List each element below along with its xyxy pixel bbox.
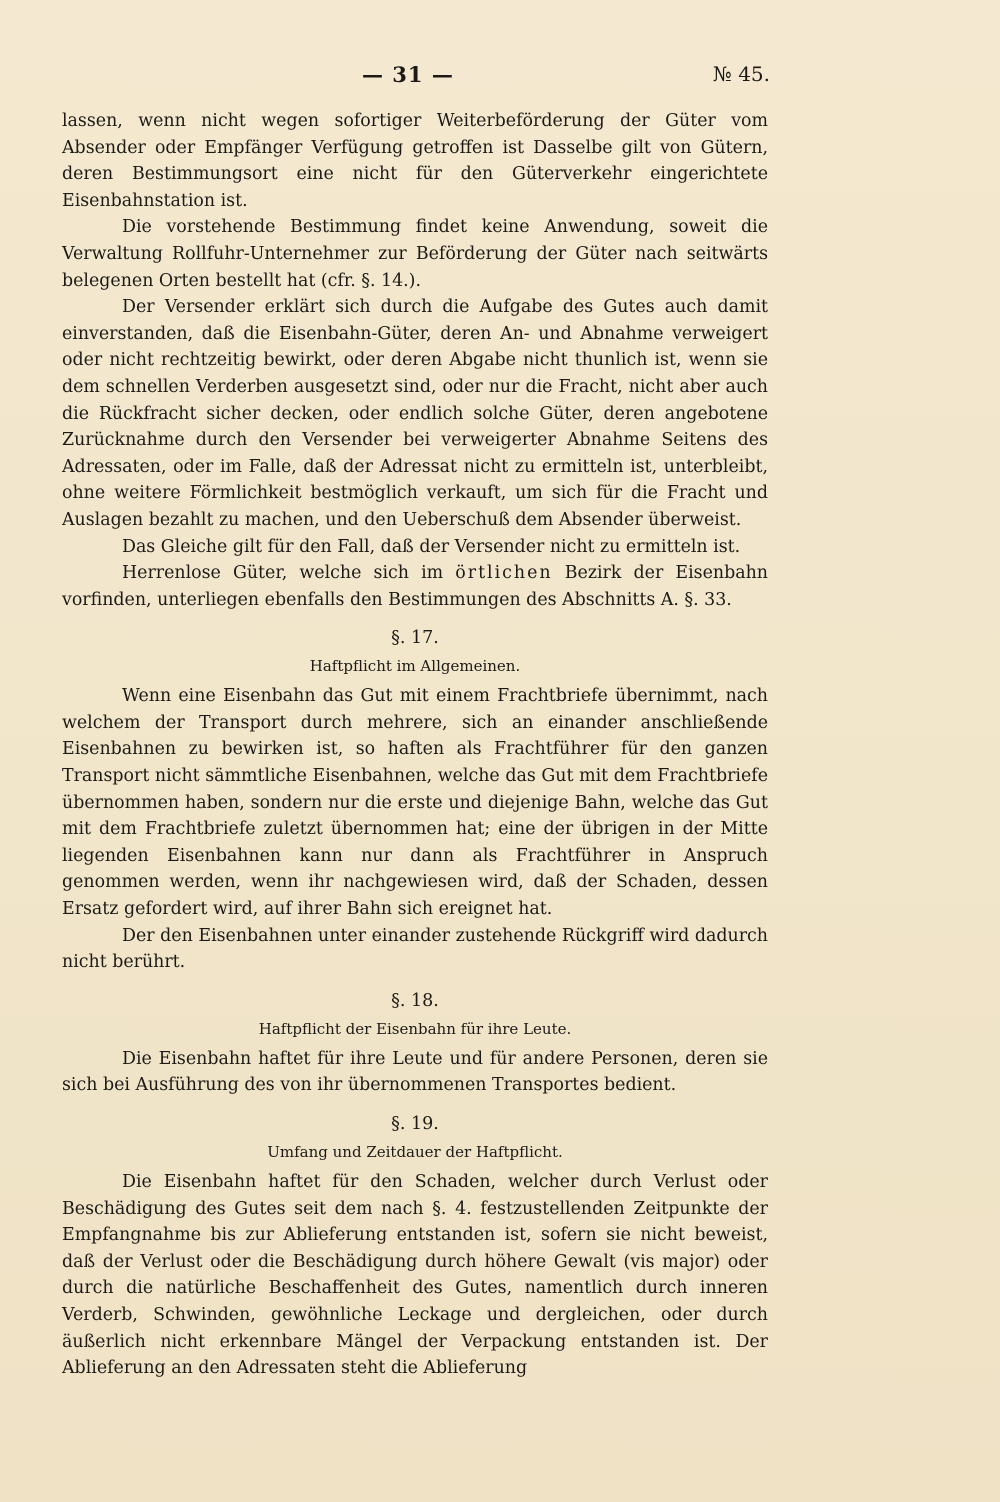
- paragraph: Die Eisenbahn haftet für ihre Leute und für andere Personen, deren sie sich bei Ausführung des von ihr übernommenen Transportes bedient.: [62, 1048, 768, 1096]
- section-title: Haftpflicht der Eisenbahn für ihre Leute.: [258, 1019, 572, 1038]
- paragraph: [62, 560, 768, 613]
- page-number: — 31 —: [362, 62, 454, 87]
- section-number: §. 18.: [391, 990, 439, 1011]
- section-title: Umfang und Zeitdauer der Haftpflicht.: [267, 1143, 563, 1161]
- paragraph: lassen, wenn nicht wegen sofortiger Weiterbeförderung der Güter vom Absender oder Empfänger Verfügung getroffen ist Dasselbe gilt von Gütern, deren Bestimmungsort eine nicht für den Güterverkehr eingerichtete Eisenbahnstation ist.: [62, 111, 768, 211]
- paragraph: Der Versender erklärt sich durch die Aufgabe des Gutes auch damit einverstanden, daß die Eisenbahn-Güter, deren An- und Abnahme verweigert oder nicht rechtzeitig bewirkt, oder deren Abgabe nicht thunlich ist, wenn sie dem schnellen Verderben ausgesetzt sind, oder nur die Fracht, nicht aber auch die Rückfracht sicher decken, oder endlich solche Güter, deren angebotene Zurücknahme durch den Versender bei verweigerter Abnahme Seitens des Adressaten, oder im Falle, daß der Adressat nicht zu ermitteln ist, unterbleibt, ohne weitere Förmlichkeit bestmöglich verkauft, um sich für die Fracht und Auslagen bezahlt zu machen, und den Ueberschuß dem Absender überweist.: [62, 297, 768, 530]
- spaced-word: örtlichen: [455, 563, 553, 584]
- section-number: §. 17.: [391, 628, 439, 649]
- text-span: Bezirk der Eisenbahn vorfinden, unterliegen ebenfalls den Bestimmungen des Abschnitts A. §. 33.: [62, 563, 768, 610]
- text-span: Herrenlose Güter, welche sich im: [122, 563, 444, 584]
- document-number: № 45.: [712, 62, 770, 86]
- body-text: [62, 108, 768, 1382]
- section-title: Haftpflicht im Allgemeinen.: [309, 657, 521, 676]
- page-header: [60, 62, 770, 96]
- paragraph: Der den Eisenbahnen unter einander zustehende Rückgriff wird dadurch nicht berührt.: [62, 925, 768, 973]
- paragraph: Die Eisenbahn haftet für den Schaden, welcher durch Verlust oder Beschädigung des Gutes seit dem nach §. 4. festzustellenden Zeitpunkte der Empfangnahme bis zur Ablieferung entstanden ist, sofern sie nicht beweist, daß der Verlust oder die Beschädigung durch höhere Gewalt (vis major) oder durch die natürliche Beschaffenheit des Gutes, namentlich durch inneren Verderb, Schwinden, gewöhnliche Leckage und dergleichen, oder durch äußerlich nicht erkennbare Mängel der Verpackung entstanden ist. Der Ablieferung an den Adressaten steht die Ablieferung: [62, 1172, 768, 1379]
- paragraph: Das Gleiche gilt für den Fall, daß der Versender nicht zu ermitteln ist.: [122, 536, 741, 557]
- section-number: §. 19.: [391, 1114, 439, 1134]
- paragraph: Die vorstehende Bestimmung findet keine Anwendung, soweit die Verwaltung Rollfuhr-Unternehmer zur Beförderung der Güter nach seitwärts belegenen Orten bestellt hat (cfr. §. 14.).: [62, 217, 768, 291]
- paragraph: Wenn eine Eisenbahn das Gut mit einem Frachtbriefe übernimmt, nach welchem der Transport durch mehrere, sich an einander anschließende Eisenbahnen zu bewirken ist, so haften als Frachtführer für den ganzen Transport nicht sämmtliche Eisenbahnen, welche das Gut mit dem Frachtbriefe übernommen haben, sondern nur die erste und diejenige Bahn, welche das Gut mit dem Frachtbriefe zuletzt übernommen hat; eine der übrigen in der Mitte liegenden Eisenbahnen kann nur dann als Frachtführer in Anspruch genommen werden, wenn ihr nachgewiesen wird, daß der Schaden, dessen Ersatz gefordert wird, auf ihrer Bahn sich ereignet hat.: [62, 686, 768, 920]
